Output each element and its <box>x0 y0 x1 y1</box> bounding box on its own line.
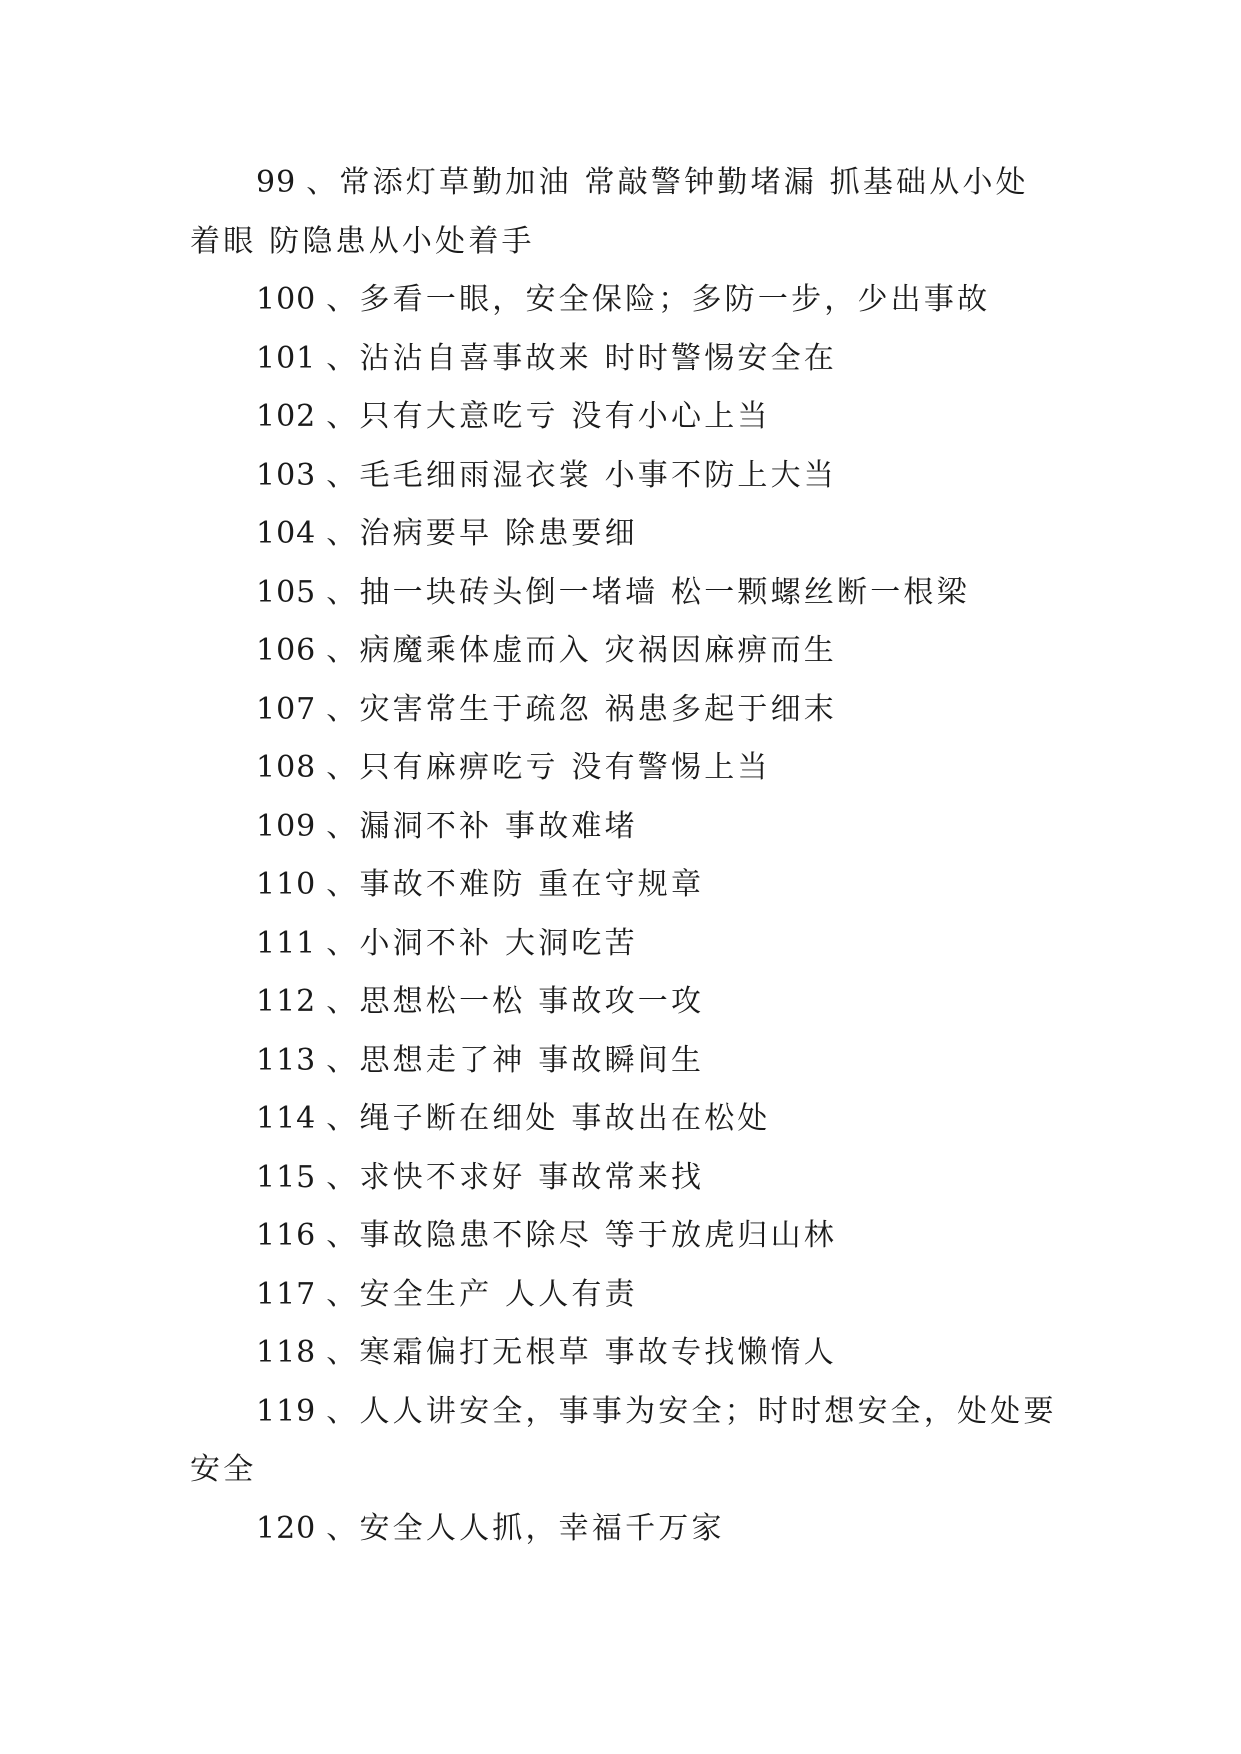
item-separator: 、 <box>326 1101 360 1136</box>
item-separator: 、 <box>326 1335 360 1370</box>
item-separator: 、 <box>326 516 360 551</box>
item-text: 沾沾自喜事故来 时时警惕安全在 <box>359 340 838 376</box>
item-number: 113 <box>256 1042 317 1078</box>
list-item <box>190 622 1060 681</box>
list-item <box>190 1090 1060 1149</box>
item-number: 107 <box>256 691 317 727</box>
item-number: 100 <box>256 282 317 317</box>
item-text: 漏洞不补 事故难堵 <box>359 808 638 844</box>
item-number: 114 <box>256 1101 317 1136</box>
item-number: 106 <box>256 633 317 668</box>
item-separator: 、 <box>326 1042 360 1078</box>
item-text: 思想走了神 事故瞬间生 <box>359 1042 705 1078</box>
item-text: 求快不求好 事故常来找 <box>359 1159 705 1195</box>
item-number: 115 <box>256 1159 317 1195</box>
item-text: 治病要早 除患要细 <box>359 516 638 551</box>
item-separator: 、 <box>326 808 360 844</box>
list-item <box>190 915 1060 974</box>
item-text: 抽一块砖头倒一堵墙 松一颗螺丝断一根梁 <box>359 574 970 610</box>
list-item <box>190 856 1060 915</box>
item-separator: 、 <box>306 165 340 200</box>
item-separator: 、 <box>326 691 360 727</box>
item-separator: 、 <box>326 750 360 785</box>
list-item <box>190 1266 1060 1325</box>
item-text: 事故隐患不除尽 等于放虎归山林 <box>359 1218 838 1253</box>
item-text: 常添灯草勤加油 常敲警钟勤堵漏 抓基础从小处着眼 防隐患从小处着手 <box>190 165 1029 259</box>
item-text: 人人讲安全，事事为安全；时时想安全，处处要安全 <box>190 1393 1057 1487</box>
item-separator: 、 <box>326 1159 360 1195</box>
item-separator: 、 <box>326 984 360 1019</box>
item-number: 104 <box>256 516 317 551</box>
list-item <box>190 388 1060 447</box>
item-separator: 、 <box>326 282 360 317</box>
item-separator: 、 <box>326 1393 360 1429</box>
item-number: 119 <box>256 1393 317 1429</box>
list-item <box>190 739 1060 798</box>
item-text: 只有麻痹吃亏 没有警惕上当 <box>359 750 771 785</box>
item-number: 117 <box>256 1276 317 1312</box>
item-number: 116 <box>256 1218 317 1253</box>
item-separator: 、 <box>326 867 360 902</box>
list-item <box>190 1383 1060 1500</box>
item-text: 安全生产 人人有责 <box>359 1276 638 1312</box>
item-separator: 、 <box>326 1276 360 1312</box>
list-item <box>190 1207 1060 1266</box>
item-separator: 、 <box>326 457 360 493</box>
item-number: 110 <box>256 867 317 902</box>
list-item <box>190 973 1060 1032</box>
list-item <box>190 1149 1060 1208</box>
item-separator: 、 <box>326 399 360 434</box>
list-item <box>190 271 1060 330</box>
item-number: 101 <box>256 340 317 376</box>
item-number: 112 <box>256 984 317 1019</box>
item-number: 118 <box>256 1335 317 1370</box>
list-item <box>190 798 1060 857</box>
list-item <box>190 1324 1060 1383</box>
item-number: 102 <box>256 399 317 434</box>
item-separator: 、 <box>326 925 360 961</box>
item-separator: 、 <box>326 340 360 376</box>
item-text: 病魔乘体虚而入 灾祸因麻痹而生 <box>359 633 838 668</box>
item-number: 108 <box>256 750 317 785</box>
item-number: 105 <box>256 574 317 610</box>
item-text: 毛毛细雨湿衣裳 小事不防上大当 <box>359 457 838 493</box>
item-text: 安全人人抓，幸福千万家 <box>359 1510 725 1546</box>
item-separator: 、 <box>326 633 360 668</box>
item-text: 多看一眼，安全保险；多防一步，少出事故 <box>359 282 991 317</box>
item-number: 111 <box>256 925 317 961</box>
list-item <box>190 1032 1060 1091</box>
list-item <box>190 154 1060 271</box>
item-text: 事故不难防 重在守规章 <box>359 867 705 902</box>
item-text: 绳子断在细处 事故出在松处 <box>359 1101 771 1136</box>
item-number: 109 <box>256 808 317 844</box>
item-number: 120 <box>256 1510 317 1546</box>
item-separator: 、 <box>326 1218 360 1253</box>
item-text: 只有大意吃亏 没有小心上当 <box>359 399 771 434</box>
item-text: 思想松一松 事故攻一攻 <box>359 984 705 1019</box>
item-text: 小洞不补 大洞吃苦 <box>359 925 638 961</box>
list-item <box>190 447 1060 506</box>
list-item <box>190 681 1060 740</box>
item-separator: 、 <box>326 1510 360 1546</box>
item-text: 灾害常生于疏忽 祸患多起于细末 <box>359 691 838 727</box>
list-item <box>190 330 1060 389</box>
item-number: 99 <box>256 165 297 200</box>
slogan-list <box>190 154 1060 1558</box>
list-item <box>190 564 1060 623</box>
list-item <box>190 505 1060 564</box>
item-text: 寒霜偏打无根草 事故专找懒惰人 <box>359 1335 838 1370</box>
list-item <box>190 1500 1060 1559</box>
item-number: 103 <box>256 457 317 493</box>
item-separator: 、 <box>326 574 360 610</box>
